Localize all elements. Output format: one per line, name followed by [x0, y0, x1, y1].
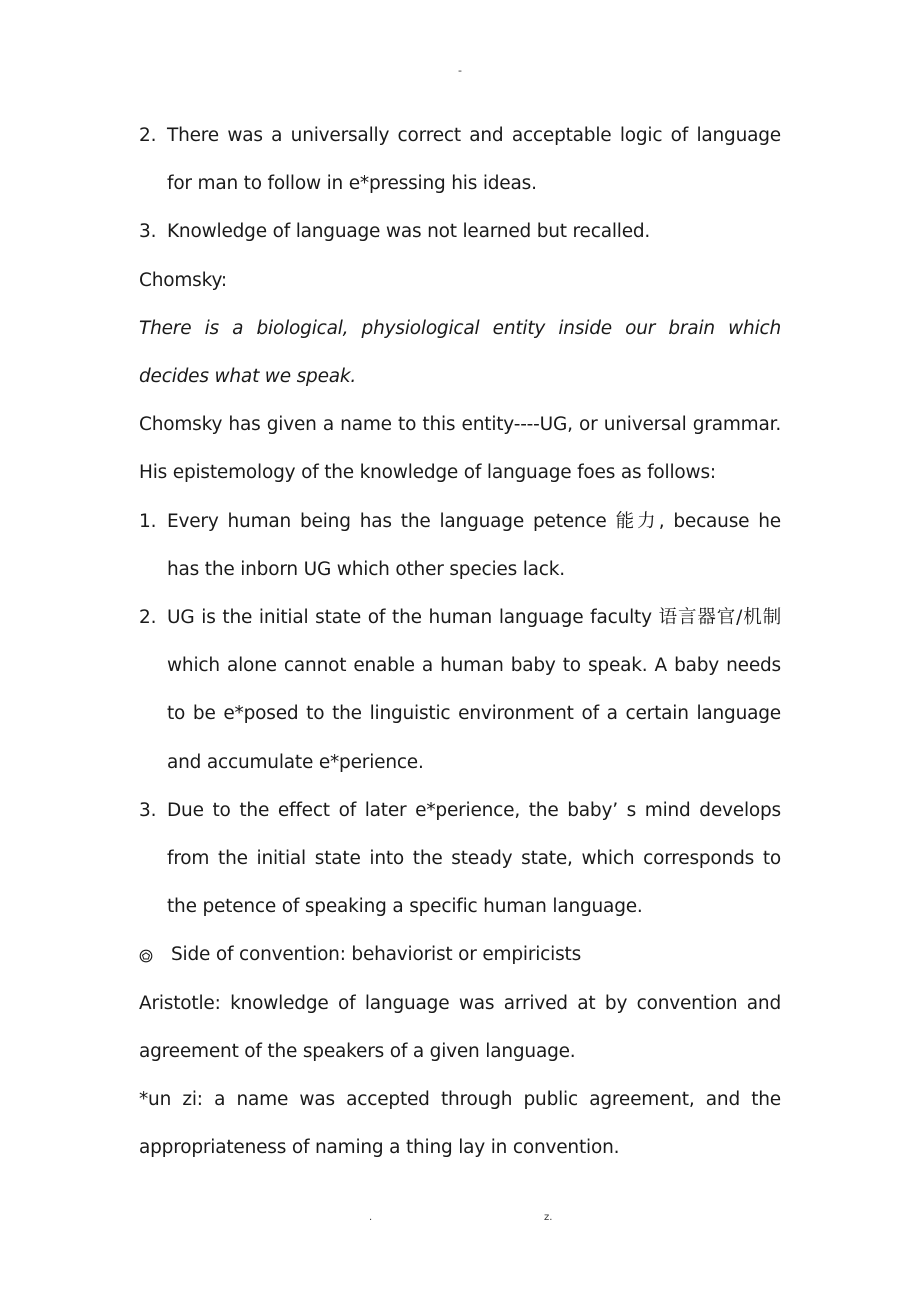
list-item-3-chomsky [139, 787, 781, 932]
list-number: 1. [139, 510, 157, 532]
list-text: UG is the initial state of the human language faculty 语言器官/机制 which alone cannot enable a human baby to speak. A baby needs to be e*posed to the linguistic environment of a certain language and accumulate e*perience. [167, 607, 781, 773]
footer-left-mark: . [369, 1212, 373, 1223]
list-item-2-plato [139, 112, 781, 208]
chomsky-paragraph: Chomsky has given a name to this entity----UG, or universal grammar. His epistemology of the knowledge of language foes as follows: [139, 414, 781, 484]
list-text: Knowledge of language was not learned but recalled. [167, 221, 651, 243]
list-number: 2. [139, 125, 157, 146]
list-text: Every human being has the language petence 能力, because he has the inborn UG which other species lack. [167, 510, 781, 580]
list-item-2-chomsky [139, 594, 781, 787]
convention-heading-text: Side of convention: behaviorist or empiricists [171, 944, 582, 966]
list-text: There was a universally correct and acceptable logic of language for man to follow in e*pressing his ideas. [167, 125, 781, 195]
list-item-3-plato [139, 208, 781, 256]
list-number: 2. [139, 607, 157, 629]
header-mark: - [458, 64, 462, 77]
chomsky-label: Chomsky: [139, 269, 227, 291]
list-text: Due to the effect of later e*perience, the baby’ s mind develops from the initial state into the steady state, which corresponds to the petence of speaking a specific human language. [167, 799, 781, 918]
bullet-icon [139, 949, 153, 963]
chomsky-quote: There is a biological, physiological entity inside our brain which decides what we speak. [139, 317, 781, 388]
list-number: 3. [139, 799, 157, 821]
list-item-1-chomsky [139, 498, 781, 594]
list-number: 3. [139, 221, 157, 243]
convention-heading [139, 931, 781, 979]
aristotle-paragraph: Aristotle: knowledge of language was arrived at by convention and agreement of the speakers of a given language. [139, 992, 781, 1062]
footer-right-mark: z. [544, 1212, 553, 1223]
document-body [139, 112, 781, 1172]
xunzi-paragraph: *un zi: a name was accepted through public agreement, and the appropriateness of naming a thing lay in convention. [139, 1089, 781, 1159]
